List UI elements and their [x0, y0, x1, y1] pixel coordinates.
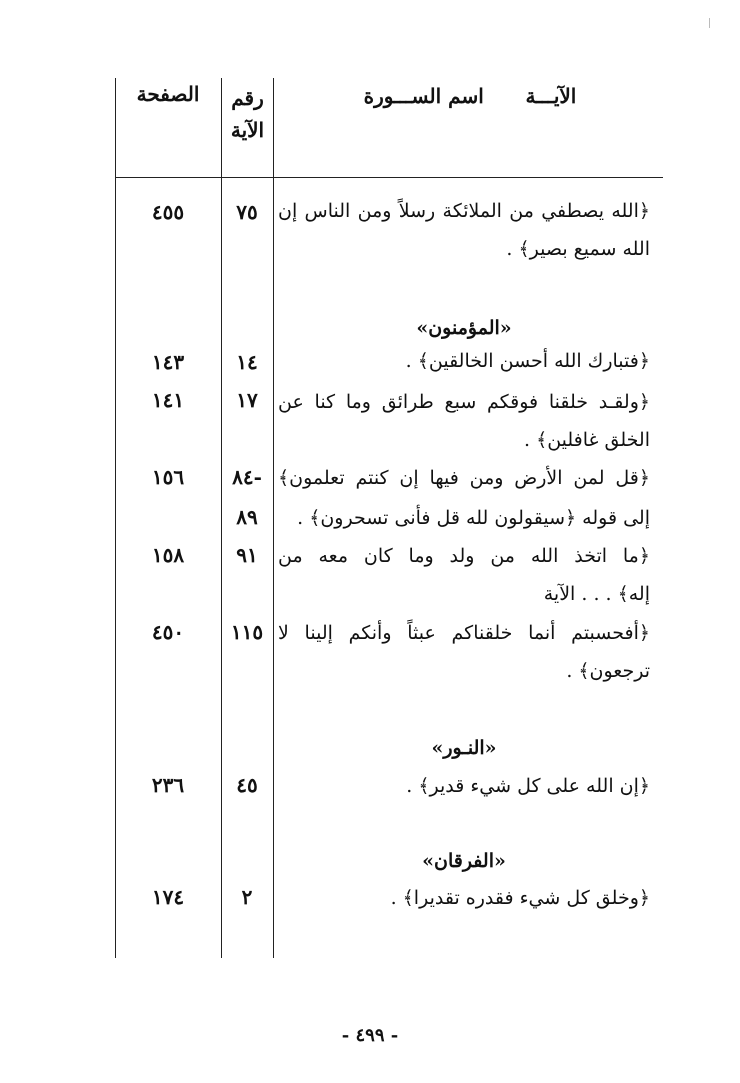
table-left-border [115, 78, 116, 958]
page-number-cell: ١٤١ [151, 388, 185, 412]
verse-surah-header: الآيـــة اسم الســـورة [363, 84, 577, 108]
surah-heading: «المؤمنون» [416, 317, 512, 339]
page-number-cell: ٤٥٠ [151, 620, 185, 644]
ayah-number-cell: ٢ [241, 885, 253, 909]
verse-text-line: الخلق غافلين﴾ . [523, 429, 650, 451]
surah-heading: «النـور» [431, 737, 497, 759]
verse-text-line: ﴿إن الله على كل شيء قدير﴾ . [406, 775, 650, 797]
ayah-number-header-line2: الآية [230, 118, 265, 142]
page-number-cell: ٢٣٦ [151, 773, 185, 797]
scan-mark [709, 18, 710, 28]
ayah-number-cell: ٧٥ [236, 200, 258, 224]
verse-text-line: ﴿وخلق كل شيء فقدره تقديرا﴾ . [390, 887, 650, 909]
ayah-number-cell: ٤٥ [236, 773, 258, 797]
surah-heading: «الفرقان» [422, 850, 506, 872]
header-underline [115, 177, 663, 178]
page-number-cell: ١٥٦ [151, 465, 185, 489]
page-number-cell: ٤٥٥ [151, 200, 185, 224]
page-footer-number: - ٤٩٩ - [341, 1025, 399, 1046]
ayah-number-cell: ١٤ [236, 350, 258, 374]
verse-text-line: ﴿فتبارك الله أحسن الخالقين﴾ . [405, 350, 650, 372]
verse-text-line: ﴿قل لمن الأرض ومن فيها إن كنتم تعلمون﴾ [278, 467, 650, 489]
ayah-number-cell: ٨٤- [232, 465, 262, 489]
verse-text-line: إلى قوله ﴿سيقولون لله قل فأنى تسحرون﴾ . [297, 507, 650, 529]
verse-text-line: ﴿ما اتخذ الله من ولد وما كان معه من [278, 545, 650, 567]
ayah-number-cell: ١١٥ [230, 620, 264, 644]
ayah-number-header-line1: رقم [231, 86, 264, 110]
page-number-cell: ١٧٤ [151, 885, 185, 909]
verse-text-line: ﴿أفحسبتم أنما خلقناكم عبثاً وأنكم إلينا لا [278, 622, 650, 644]
page-number-cell: ١٤٣ [151, 350, 185, 374]
verse-text-line: الله سميع بصير﴾ . [506, 238, 650, 260]
page-column-header: الصفحة [136, 82, 200, 106]
verse-text-line: ﴿ولقـد خلقنا فوقكم سبع طرائق وما كنا عن [278, 391, 650, 413]
page-number-cell: ١٥٨ [151, 543, 185, 567]
column-divider-right [273, 78, 274, 958]
ayah-number-cell-continued: ٨٩ [236, 505, 258, 529]
ayah-number-cell: ٩١ [236, 543, 258, 567]
verse-text-line: ترجعون﴾ . [566, 660, 650, 682]
ayah-number-cell: ١٧ [236, 388, 258, 412]
verse-text-line: إله﴾ . . . الآية [543, 583, 650, 605]
verse-text-line: ﴿الله يصطفي من الملائكة رسلاً ومن الناس إن [278, 200, 650, 222]
